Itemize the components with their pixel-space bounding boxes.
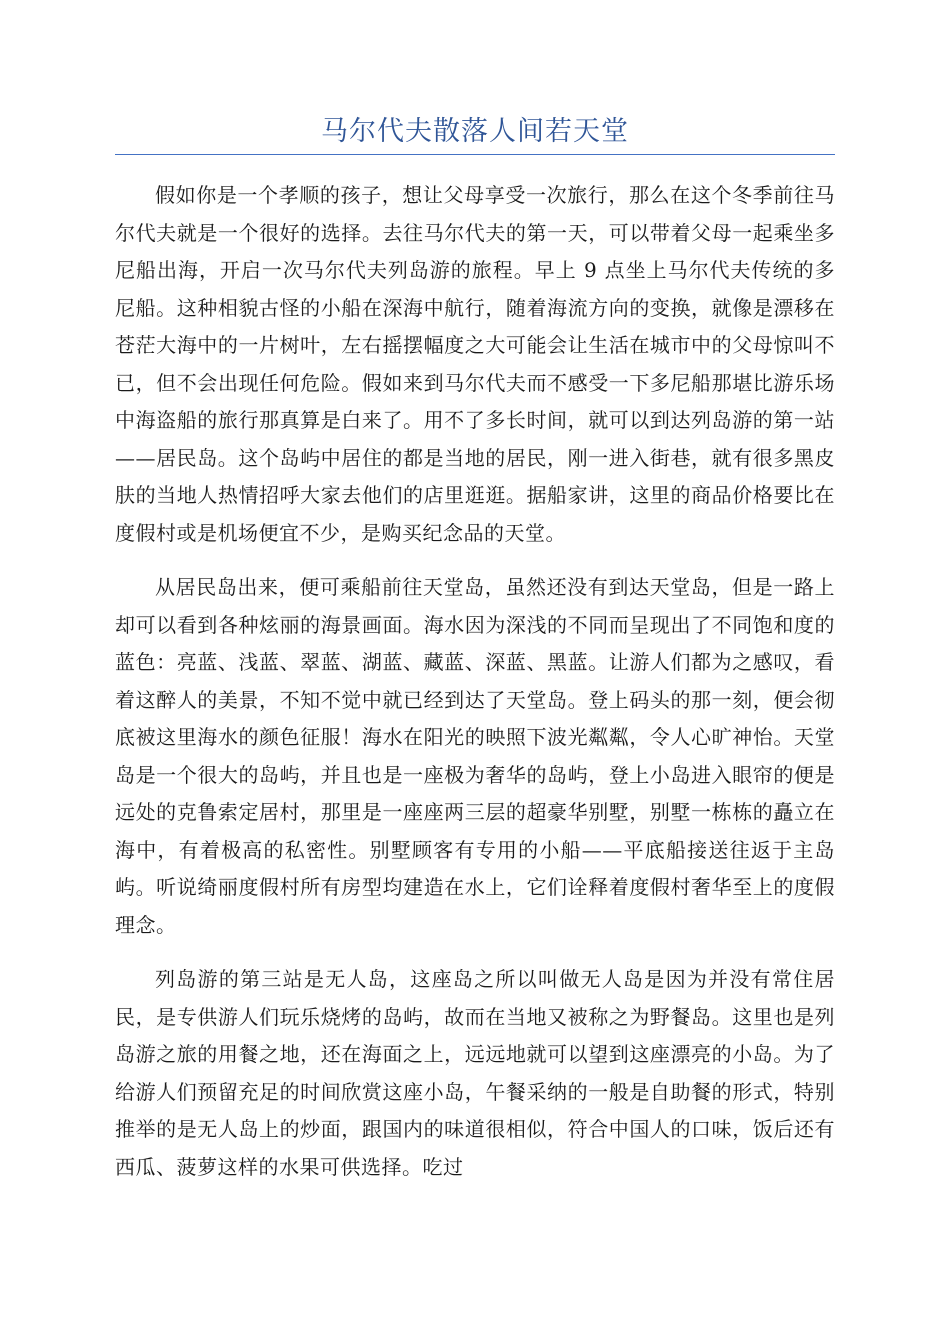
paragraph-2: 从居民岛出来，便可乘船前往天堂岛，虽然还没有到达天堂岛，但是一路上却可以看到各种炫丽的海景画面。海水因为深浅的不同而呈现出了不同饱和度的蓝色：亮蓝、浅蓝、翠蓝、湖蓝、藏蓝、深蓝、黑蓝。让游人们都为之感叹，看着这醉人的美景，不知不觉中就已经到达了天堂岛。登上码头的那一刻，便会彻底被这里海水的颜色征服！海水在阳光的映照下波光粼粼，令人心旷神怡。天堂岛是一个很大的岛屿，并且也是一座极为奢华的岛屿，登上小岛进入眼帘的便是远处的克鲁索定居村，那里是一座座两三层的超豪华别墅，别墅一栋栋的矗立在海中，有着极高的私密性。别墅顾客有专用的小船——平底船接送往返于主岛屿。听说绮丽度假村所有房型均建造在水上，它们诠释着度假村奢华至上的度假理念。 — [115, 575, 835, 937]
title-underline — [115, 154, 835, 155]
document-body — [115, 177, 835, 1203]
paragraph-3: 列岛游的第三站是无人岛，这座岛之所以叫做无人岛是因为并没有常住居民，是专供游人们玩乐烧烤的岛屿，故而在当地又被称之为野餐岛。这里也是列岛游之旅的用餐之地，还在海面之上，远远地就可以望到这座漂亮的小岛。为了给游人们预留充足的时间欣赏这座小岛，午餐采纳的一般是自助餐的形式，特别推举的是无人岛上的炒面，跟国内的味道很相似，符合中国人的口味，饭后还有西瓜、菠萝这样的水果可供选择。吃过 — [115, 967, 835, 1179]
document-title: 马尔代夫散落人间若天堂 — [321, 116, 629, 147]
paragraph-1: 假如你是一个孝顺的孩子，想让父母享受一次旅行，那么在这个冬季前往马尔代夫就是一个很好的选择。去往马尔代夫的第一天，可以带着父母一起乘坐多尼船出海，开启一次马尔代夫列岛游的旅程。早上 9 点坐上马尔代夫传统的多尼船。这种相貌古怪的小船在深海中航行，随着海流方向的变换，就像是漂移在苍茫大海中的一片树叶，左右摇摆幅度之大可能会让生活在城市中的父母惊叫不已，但不会出现任何危险。假如来到马尔代夫而不感受一下多尼船那堪比游乐场中海盗船的旅行那真算是白来了。用不了多长时间，就可以到达列岛游的第一站——居民岛。这个岛屿中居住的都是当地的居民，刚一进入街巷，就有很多黑皮肤的当地人热情招呼大家去他们的店里逛逛。据船家讲，这里的商品价格要比在度假村或是机场便宜不少，是购买纪念品的天堂。 — [115, 183, 835, 545]
